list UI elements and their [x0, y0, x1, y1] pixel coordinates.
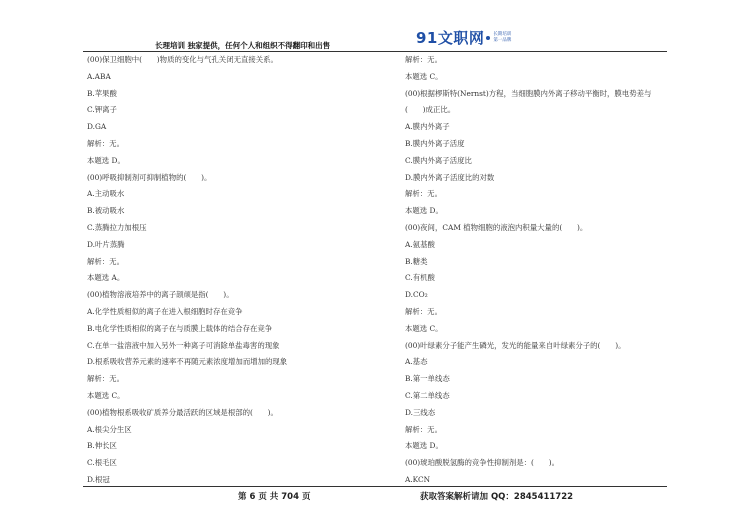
- text-line: B.苹果酸: [87, 88, 117, 98]
- text-line: 解析：无。: [405, 424, 442, 434]
- text-line: (00)夜间，CAM 植物细胞的液泡内积量大量的( )。: [405, 222, 588, 232]
- text-line: C.根毛区: [87, 458, 117, 468]
- text-line: C.蒸腾拉力加根压: [87, 222, 147, 232]
- site-logo: [416, 27, 511, 48]
- text-line: C.在单一盐溶液中加入另外一种离子可消除单盐毒害的现象: [87, 340, 280, 350]
- text-line: A.膜内外离子: [405, 122, 450, 132]
- text-line: 本题选 A。: [87, 273, 125, 283]
- text-line: (00)保卫细胞中( )物质的变化与气孔关闭无直接关系。: [87, 55, 278, 64]
- text-line: 本题选 C。: [405, 323, 443, 333]
- text-line: 本题选 D。: [405, 206, 443, 216]
- text-line: 本题选 C。: [405, 71, 443, 81]
- text-line: A.化学性质相似的离子在进入根细胞时存在竞争: [87, 306, 243, 316]
- text-line: (00)植物溶液培养中的离子颉颃是指( )。: [87, 290, 234, 300]
- text-line: D.根系吸收营养元素的速率不再随元素浓度增加而增加的现象: [87, 357, 288, 367]
- text-line: D.CO₂: [405, 290, 428, 300]
- text-line: D.GA: [87, 122, 107, 132]
- logo-text: 91文职网: [416, 29, 485, 47]
- text-line: 解析：无。: [405, 306, 442, 316]
- text-line: A.ABA: [87, 71, 111, 81]
- page-number: 第 6 页 共 704 页: [238, 492, 311, 502]
- header-notice: 长理培训 独家提供，任何个人和组织不得翻印和出售: [155, 41, 331, 50]
- text-line: ( )成正比。: [405, 105, 456, 115]
- text-line: B.被动吸水: [87, 206, 125, 216]
- text-line: (00)叶绿素分子能产生磷光，发光的能量来自叶绿素分子的( )。: [405, 340, 626, 350]
- text-line: A.氨基酸: [405, 239, 435, 249]
- text-line: (00)植物根系吸收矿质养分最活跃的区域是根部的( )。: [87, 407, 278, 417]
- text-line: D.根冠: [87, 474, 110, 484]
- logo-tagline: [493, 32, 511, 44]
- text-line: 解析：无。: [87, 256, 124, 266]
- text-line: 本题选 D。: [405, 441, 443, 451]
- text-line: C.第二单线态: [405, 390, 450, 400]
- text-line: 解析：无。: [405, 55, 442, 64]
- text-line: (00)呼吸抑制剂可抑制植物的( )。: [87, 172, 212, 182]
- left-column: [87, 52, 387, 489]
- text-line: A.KCN: [405, 474, 431, 484]
- text-line: D.膜内外离子活度比的对数: [405, 172, 495, 182]
- text-line: 解析：无。: [87, 374, 124, 384]
- text-line: 本题选 C。: [87, 390, 125, 400]
- text-line: (00)根据椤斯特(Nernst)方程，当细胞膜内外离子移动平衡时，膜电势差与: [405, 88, 652, 98]
- footer-contact: 获取答案解析请加 QQ：2845411722: [420, 492, 574, 502]
- text-line: 解析：无。: [87, 138, 124, 148]
- text-line: B.伸长区: [87, 441, 117, 451]
- text-line: 解析：无。: [405, 189, 442, 199]
- text-line: C.钾离子: [87, 105, 117, 115]
- text-line: A.基态: [405, 357, 428, 367]
- text-line: C.有机酸: [405, 273, 435, 283]
- text-line: D.三线态: [405, 407, 436, 417]
- text-line: B.膜内外离子活度: [405, 138, 465, 148]
- footer-divider: [83, 486, 667, 487]
- text-line: (00)琥珀酸脱氢酶的竞争性抑制剂是：( )。: [405, 458, 559, 468]
- text-line: 本题选 D。: [87, 155, 125, 165]
- logo-tagline-line2: 第一品牌: [493, 37, 512, 43]
- right-column: [405, 52, 705, 489]
- logo-dot-icon: [486, 36, 490, 40]
- text-line: D.叶片蒸腾: [87, 239, 125, 249]
- logo-tagline-line1: 长期培训: [493, 31, 512, 37]
- text-line: C.膜内外离子活度比: [405, 155, 472, 165]
- text-line: A.主动吸水: [87, 189, 125, 199]
- text-line: B.电化学性质相似的离子在与质膜上载体的结合存在竞争: [87, 323, 273, 333]
- text-line: B.第一单线态: [405, 374, 450, 384]
- text-line: B.糖类: [405, 256, 428, 266]
- text-line: A.根尖分生区: [87, 424, 132, 434]
